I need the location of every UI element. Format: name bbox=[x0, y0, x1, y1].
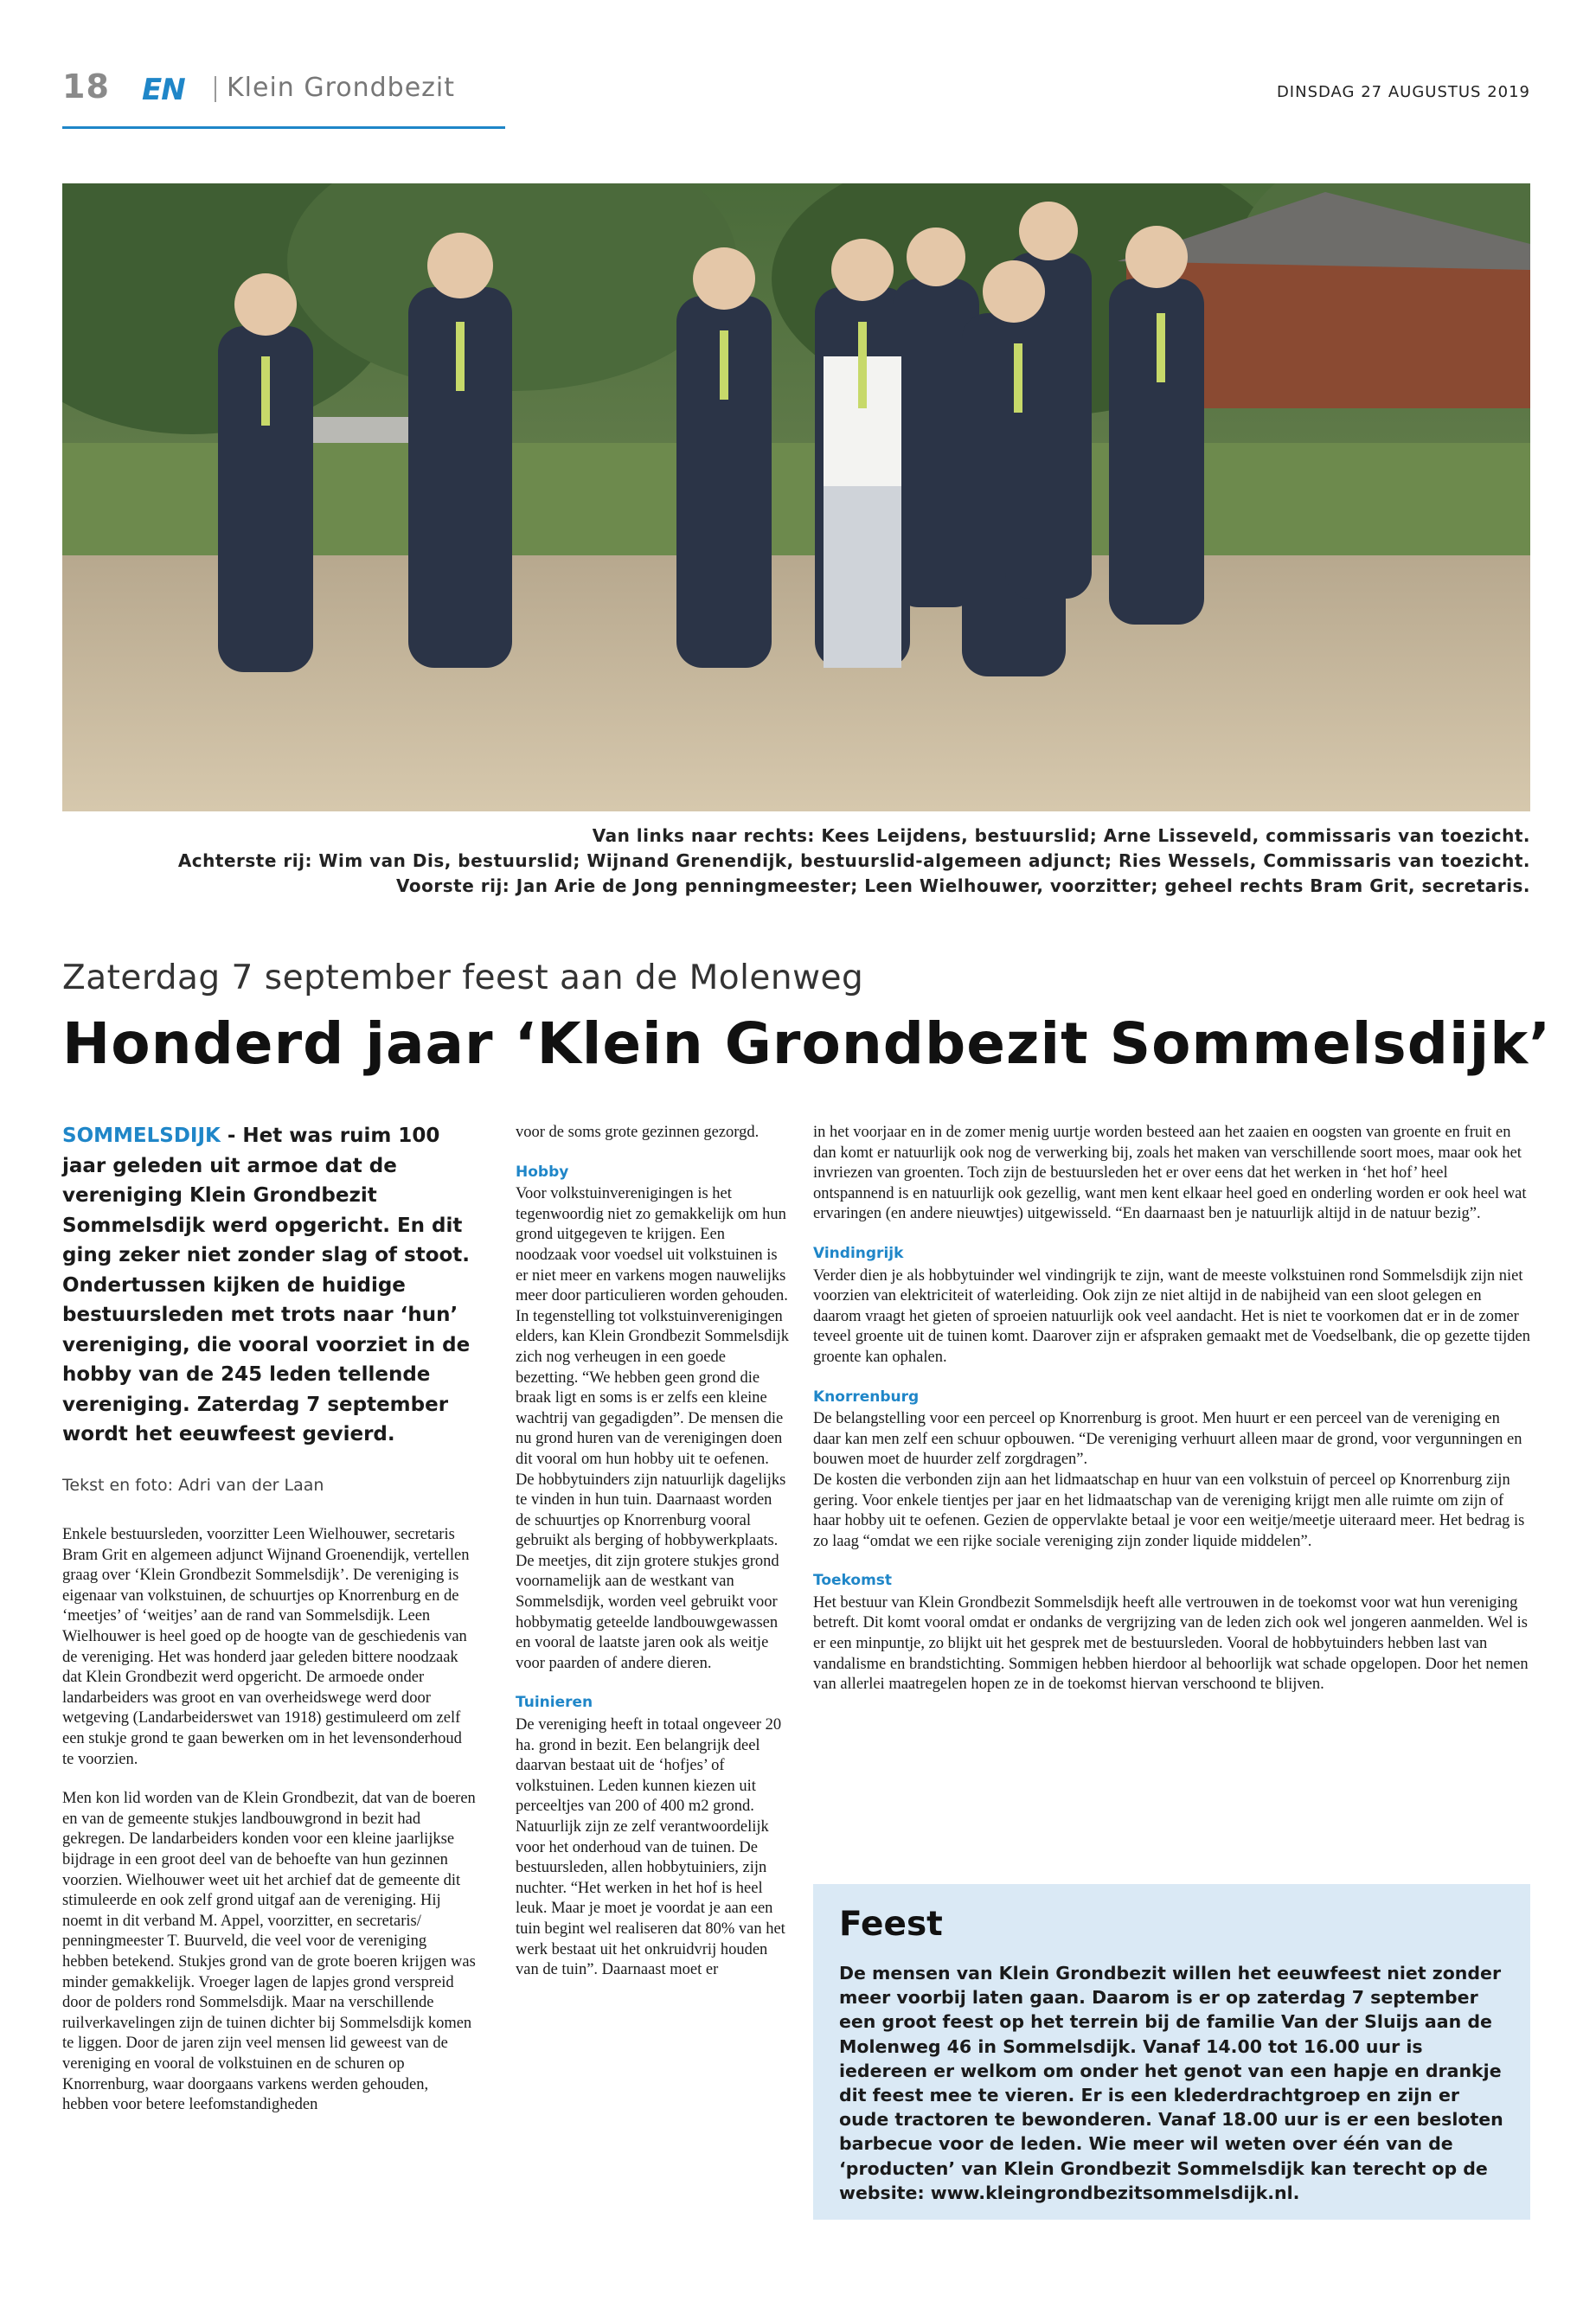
paragraph: Men kon lid worden van de Klein Grondbezit, dat van de boeren en van de gemeente stukjes landbouwgrond in bezit had gekregen. De landarbeiders konden voor een kleine jaarlijkse bijdrage in een groot deel van de behoefte van hun gezinnen voorzien. Wielhouwer weet uit het archief dat de gemeente dit stimuleerde en ook zelf grond uitgaf aan de vereniging. Hij noemt in dit verband M. Appel, voorzitter, en secretaris/ penningmeester T. Buurveld, die veel voor de vereniging hebben betekend. Stukjes grond van de grote boeren krijgen was minder gemakkelijk. Vroeger lagen de lapjes grond verspreid door de polders rond Sommelsdijk. Maar na verschillende ruilverkavelingen zijn de tuinen dichter bij Sommelsdijk komen te liggen. Door de jaren zijn veel mensen lid geweest van de vereniging en vooral de volkstuinen en de schuren op Knorrenburg, waar doorgaans varkens werden gehouden, hebben voor betere leefomstandigheden bbox=[62, 1790, 476, 2114]
photo-caption bbox=[68, 824, 1530, 899]
byline: Tekst en foto: Adri van der Laan bbox=[62, 1475, 324, 1495]
paragraph: voor de soms grote gezinnen gezorgd. bbox=[516, 1124, 760, 1141]
subhead-knorrenburg: Knorrenburg bbox=[813, 1388, 920, 1406]
group-photo-illustration bbox=[62, 183, 1530, 811]
article-headline: Honderd jaar ‘Klein Grondbezit Sommelsdijk’ bbox=[62, 1010, 1552, 1077]
feest-infobox bbox=[813, 1884, 1530, 2220]
section-name: Klein Grondbezit bbox=[227, 73, 456, 103]
paragraph: De vereniging heeft in totaal ongeveer 20 ha. grond in bezit. Een belangrijk deel daarvan bestaat uit de ‘hofjes’ of volkstuinen. Leden kunnen kiezen uit perceeltjes van 200 of 400 m2 grond. Natuurlijk zijn ze zelf verantwoordelijk voor het onderhoud van de tuinen. De bestuursleden, allen hobbytuiniers, zijn nuchter. “Het werken in het hof is heel leuk. Maar je moet je voordat je aan een tuin begint wel realiseren dat 80% van het werk bestaat uit het onkruidvrij houden van de tuin”. Daarnaast moet er bbox=[516, 1716, 785, 1979]
paragraph: Enkele bestuursleden, voorzitter Leen Wielhouwer, secretaris Bram Grit en algemeen adjunct Wijnand Groenendijk, vertellen graag over ‘Klein Grondbezit Sommelsdijk’. De vereniging is eigenaar van volkstuinen, de schuurtjes op Knorrenburg en de ‘meetjes’ of ‘weitjes’ aan de rand van Sommelsdijk. Leen Wielhouwer is heel goed op de hoogte van de geschiedenis van de vereniging. Het was honderd jaar geleden bittere noodzaak dat Klein Grondbezit werd opgericht. De armoede onder landarbeiders was groot en van overheidswege werd door wetgeving (Landarbeiderswet van 1918) gestimuleerd om zelf een stukje grond te gaan bewerken om in het levensonderhoud te voorzien. bbox=[62, 1526, 470, 1768]
page-number: 18 bbox=[62, 67, 110, 106]
caption-line: Voorste rij: Jan Arie de Jong penningmeester; Leen Wielhouwer, voorzitter; geheel rechts Bram Grit, secretaris. bbox=[396, 875, 1530, 896]
group-photo bbox=[62, 183, 1530, 811]
paragraph: Het bestuur van Klein Grondbezit Sommelsdijk heeft alle vertrouwen in de toekomst voor wat hun vereniging betreft. Dit komt vooral omdat er ondanks de vergrijzing van de leden zich ook wel jongeren aanmelden. Wel is er een minpuntje, zo blijkt uit het gesprek met de bestuursleden. Vooral de hobbytuinders hebben last van vandalisme en brandstichting. Sommigen hebben hierdoor al behoorlijk wat schade opgelopen. Door het nemen van allerlei maatregelen hopen ze in de toekomst hiervan verschoond te blijven. bbox=[813, 1593, 1529, 1694]
infobox-title: Feest bbox=[839, 1905, 943, 1944]
infobox-body: De mensen van Klein Grondbezit willen het eeuwfeest niet zonder meer voorbij laten gaan. Daarom is er op zaterdag 7 september een groot feest op het terrein bij de familie Van der Sluijs aan de Molenweg 46 in Sommelsdijk. Vanaf 14.00 tot 16.00 uur is iedereen er welkom om onder het genot van een hapje en drankje dit feest mee te vieren. Er is een klederdrachtgroep en zijn er oude tractoren te bewonderen. Vanaf 18.00 uur is er een besloten barbecue voor de leden. Wie meer wil weten over één van de ‘producten’ van Klein Grondbezit Sommelsdijk kan terecht op de website: www.kleingrondbezitsommelsdijk.nl. bbox=[839, 1963, 1503, 2203]
logo-divider bbox=[215, 76, 216, 102]
paragraph: De kosten die verbonden zijn aan het lidmaatschap en huur van een volkstuin of perceel op Knorrenburg zijn gering. Voor enkele tientjes per jaar en het lidmaatschap van de vereniging krijgt men alle ruimte om zijn of haar hobby uit te oefenen. Gezien de oppervlakte betaal je voor een weitje/meetje uiteraard meer. Het bedrag is zo laag “omdat we een rijke sociale vereniging zijn zonder liquide middelen”. bbox=[813, 1471, 1525, 1550]
page-header bbox=[62, 61, 512, 121]
article-column-2 bbox=[516, 1123, 789, 2000]
article-lead bbox=[62, 1121, 476, 1450]
caption-line: Van links naar rechts: Kees Leijdens, bestuurslid; Arne Lisseveld, commissaris van toezicht. bbox=[592, 825, 1530, 846]
subhead-vindingrijk: Vindingrijk bbox=[813, 1244, 904, 1262]
article-column-1 bbox=[62, 1121, 476, 2135]
paragraph: Verder dien je als hobbytuinder wel vindingrijk te zijn, want de meeste volkstuinen rond Sommelsdijk zijn niet voorzien van elektriciteit of waterleiding. Ook zijn ze niet altijd in de nabijheid van een sloot gelegen en daarom vraagt het gieten of sproeien natuurlijk ook veel aandacht. Het is niet te voorkomen dat er in de zomer teveel groente uit de tuinen komt. Daarover zijn er afspraken gemaakt met de Voedselbank, die op gezette tijden groente kan ophalen. bbox=[813, 1266, 1530, 1366]
article-kicker: Zaterdag 7 september feest aan de Molenweg bbox=[62, 958, 864, 997]
header-rule bbox=[62, 126, 505, 129]
article-column-3 bbox=[813, 1123, 1531, 1715]
newspaper-logo: EN bbox=[142, 73, 185, 107]
paragraph: De belangstelling voor een perceel op Knorrenburg is groot. Men huurt er een perceel van de vereniging en daar kan men zelf een schuur opbouwen. “De vereniging verhuurt alleen maar de grond, voor vergunningen en bouwen moet de huurder zelf zorgdragen”. bbox=[813, 1410, 1522, 1469]
subhead-tuinieren: Tuinieren bbox=[516, 1694, 593, 1712]
lead-text: - Het was ruim 100 jaar geleden uit armoe dat de vereniging Klein Grondbezit Sommelsdijk werd opgericht. En dit ging zeker niet zonder slag of stoot. Ondertussen kijken de huidige bestuursleden met trots naar ‘hun’ vereniging, die vooral voorziet in de hobby van de 245 leden tellende vereniging. Zaterdag 7 september wordt het eeuwfeest gevierd. bbox=[62, 1125, 471, 1445]
caption-line: Achterste rij: Wim van Dis, bestuurslid; Wijnand Grenendijk, bestuurslid-algemeen adjunct; Ries Wessels, Commissaris van toezicht. bbox=[177, 850, 1530, 871]
paragraph: Voor volkstuinverenigingen is het tegenwoordig niet zo gemakkelijk om hun grond uitgegeven te krijgen. Een noodzaak voor voedsel uit volkstuinen is er niet meer en varkens mogen nauwelijks meer door particulieren worden gehouden. In tegenstelling tot volkstuinverenigingen elders, kan Klein Grondbezit Sommelsdijk zich nog verheugen in een goede bezetting. “We hebben geen grond die braak ligt en soms is er zelfs een kleine wachtrij van gegadigden”. De mensen die nu grond huren van de verenigingen doen dit vooral om hun hobby uit te oefenen. De hobbytuinders zijn natuurlijk dagelijks te vinden in hun tuin. Daarnaast worden de schuurtjes op Knorrenburg vooral gebruikt als berging of hobbywerkplaats. De meetjes, dit zijn grotere stukjes grond voornamelijk aan de westkant van Sommelsdijk, worden veel gebruikt voor hobbymatig geteelde landbouwgewassen en vooral de laatste jaren ook als weitje voor paarden of andere dieren. bbox=[516, 1185, 789, 1672]
subhead-hobby: Hobby bbox=[516, 1163, 569, 1181]
paragraph: in het voorjaar en in de zomer menig uurtje worden besteed aan het zaaien en oogsten van groente en fruit en dan komt er natuurlijk ook nog de verwerking bij, zoals het maken van verschillende soort moes, maar ook het invriezen van groenten. Toch zijn de bestuursleden het er over eens dat het werken in ‘het hof’ heel ontspannend is en natuurlijk ook gezellig, want men kent elkaar heel goed en onderling worden er ook heel wat ervaringen (en andere nieuwtjes) uitgewisseld. “En daarnaast ben je natuurlijk altijd in de natuur bezig”. bbox=[813, 1124, 1527, 1223]
issue-date: DINSDAG 27 AUGUSTUS 2019 bbox=[1276, 83, 1530, 101]
dateline-place: SOMMELSDIJK bbox=[62, 1125, 221, 1147]
subhead-toekomst: Toekomst bbox=[813, 1572, 893, 1590]
